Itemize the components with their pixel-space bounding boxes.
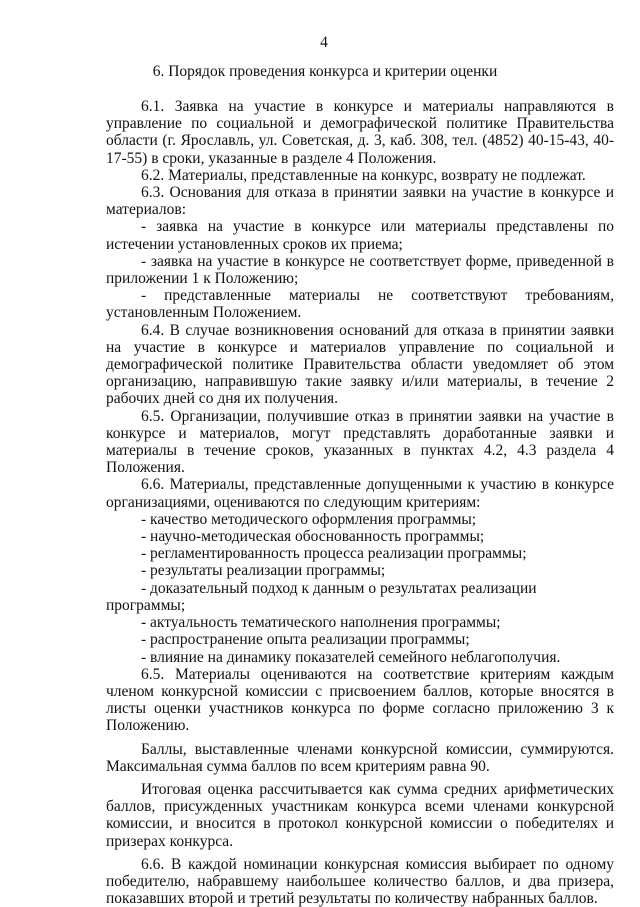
refusal-reason-1: - заявка на участие в конкурсе или материалы представлены по истечении установленных сроков их приема; (106, 218, 614, 253)
paragraph-6-6: 6.6. Материалы, представленные допущенными к участию в конкурсе организациями, оцениваются по следующим критериям: (106, 476, 614, 511)
page-number: 4 (320, 34, 328, 51)
criterion-item: - актуальность тематического наполнения программы; (141, 614, 501, 632)
criterion-item: - влияние на динамику показателей семейного неблагополучия. (141, 648, 561, 666)
paragraph-6-1: 6.1. Заявка на участие в конкурсе и материалы направляются в управление по социальной и демографической политике Правительства области (г. Ярославль, ул. Советская, д. 3, каб. 308, тел. (4852) 40-15-43, 40-17-55) в сроки, указанные в разделе 4 Положения. (106, 98, 614, 167)
criterion-item: - качество методического оформления программы; (141, 510, 477, 528)
criterion-item: - результаты реализации программы; (141, 562, 386, 580)
score-sum-paragraph: Баллы, выставленные членами конкурсной комиссии, суммируются. Максимальная сумма баллов по всем критериям равна 90. (106, 740, 614, 775)
criterion-item: - научно-методическая обоснованность программы; (141, 528, 485, 546)
document-body (106, 98, 614, 907)
paragraph-6-4: 6.4. В случае возникновения оснований для отказа в принятии заявки на участие в конкурсе и материалов управление по социальной и демографической политике Правительства области уведомляет об этом организацию, направившую такие заявку и/или материалы, в течение 2 рабочих дней со дня их получения. (106, 321, 614, 408)
paragraph-6-3: 6.3. Основания для отказа в принятии заявки на участие в конкурсе и материалов: (106, 184, 614, 219)
criterion-item: - доказательный подход к данным о результатах реализации программы; (106, 579, 537, 614)
section-title: 6. Порядок проведения конкурса и критерии оценки (152, 63, 498, 80)
paragraph-6-5: 6.5. Организации, получившие отказ в принятии заявки на участие в конкурсе и материалов, могут представлять доработанные заявки и материалы в течение сроков, указанных в пунктах 4.2, 4.3 раздела 4 Положения. (106, 407, 614, 477)
criterion-item: - распространение опыта реализации программы; (141, 631, 470, 649)
criterion-item: - регламентированность процесса реализации программы; (141, 545, 527, 563)
scoring-paragraph: 6.5. Материалы оцениваются на соответствие критериям каждым членом конкурсной комиссии с присвоением баллов, которые вносятся в листы оценки участников конкурса по форме согласно приложению 3 к Положению. (106, 665, 614, 735)
winners-paragraph: 6.6. В каждой номинации конкурсная комиссия выбирает по одному победителю, набравшему наибольшее количество баллов, и два призера, показавших второй и третий результаты по количеству набранных баллов. (106, 855, 614, 907)
final-score-paragraph: Итоговая оценка рассчитывается как сумма средних арифметических баллов, присужденных участникам конкурса всеми членами конкурсной комиссии, и вносится в протокол конкурсной комиссии о победителях и призерах конкурса. (106, 780, 614, 850)
paragraph-6-2: 6.2. Материалы, представленные на конкурс, возврату не подлежат. (141, 166, 586, 184)
refusal-reason-3: - представленные материалы не соответствуют требованиям, установленным Положением. (106, 287, 614, 322)
refusal-reason-2: - заявка на участие в конкурсе не соответствует форме, приведенной в приложении 1 к Положению; (106, 252, 614, 288)
